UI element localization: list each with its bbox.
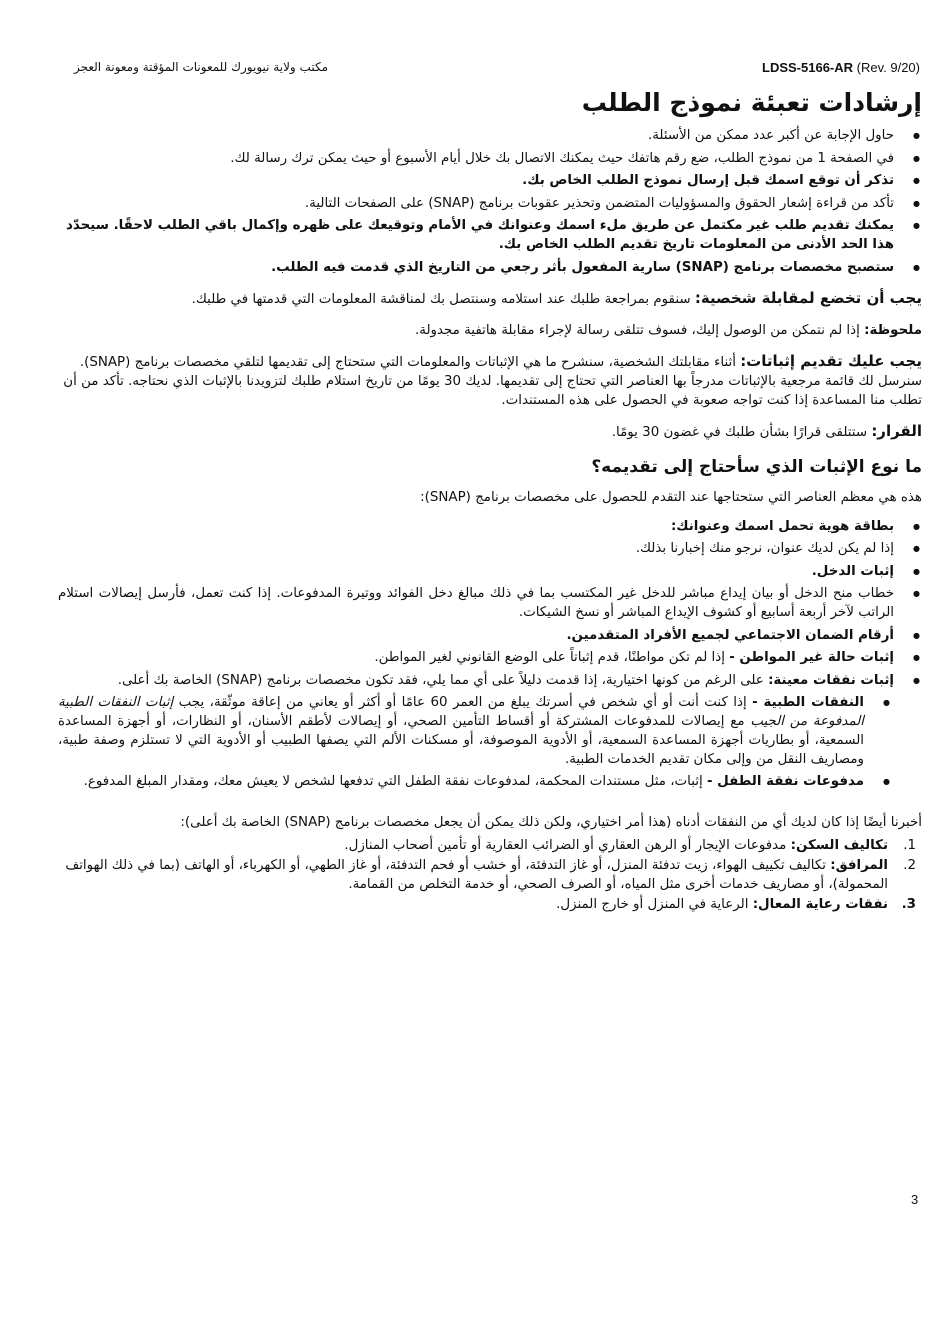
optional-num: 3. [901,897,916,912]
optional-list [58,836,922,914]
interview-paragraph [58,289,922,309]
page-title: إرشادات تعبئة نموذج الطلب [581,88,922,117]
optional-text: تكاليف تكييف الهواء، زيت تدفئة المنزل، أو غاز التدفئة، أو خشب أو فحم التدفئة، أو غاز الطهي، أو الكهرباء، أو الهاتف (بما في ذلك الهواتف المحمولة)، أو مصاريف خدمات أخرى مثل المياه، أو الصرف الصحي، أو خدمة التخلص من القمامة. [65,858,888,892]
proof-heading: ما نوع الإثبات الذي سأحتاج إلى تقديمه؟ [591,456,922,477]
interview-label: يجب أن تخضع لمقابلة شخصية: [694,288,922,307]
optional-num: 1. [903,838,916,853]
form-code: LDSS-5166-AR [762,60,854,75]
interview-text: سنقوم بمراجعة طلبك عند استلامه وسنتصل بك لمناقشة المعلومات التي قدمتها في طلبك. [191,291,695,307]
optional-text: مدفوعات الإيجار أو الرهن العقاري أو الضرائب العقارية أو تأمين أصحاب المنازل. [344,838,791,853]
instruction-item: ● حاول الإجابة عن أكبر عدد ممكن من الأسئلة. [58,126,894,145]
proof-item: ● إثبات الدخل. [58,562,894,581]
optional-item [58,856,916,894]
optional-label: المرافق: [830,858,888,873]
medical-text-2: مع إيصالات للمدفوعات المشتركة أو أقساط التأمين الصحي، أو إيصالات لأطقم الأسنان، أو النظارات، أو أجهزة المساعدة السمعية، أو بطاريات أجهزة المساعدة السمعية، أو الأدوية الموصوفة، أو مسكنات الألم التي يصفها الطبيب أو الأدوية التي لا تستلزم وصفة طبية، ومصاريف النقل من وإلى مكان تقديم الخدمات الطبية. [58,713,864,767]
noncitizen-text: إذا لم تكن مواطنًا، قدم إثباتاً على الوضع القانوني لغير المواطن. [374,650,730,665]
medical-italic: إثبات النفقات الطبية المدفوعة من الجيب [58,694,864,729]
instruction-item: ● يمكنك تقديم طلب غير مكتمل عن طريق ملء اسمك وعنوانك في الأمام وتوقيعك على ظهره وإكمال باقي الطلب لاحقًا. سيحدّد هذا الحد الأدنى من المعلومات تاريخ تقديم الطلب الخاص بك. [58,216,894,254]
medical-expenses-item [58,693,864,769]
proof-list [58,517,922,792]
instructions-list [58,126,922,277]
optional-num: 2. [903,858,916,873]
proofs-paragraph [58,352,922,410]
instruction-item: ● تأكد من قراءة إشعار الحقوق والمسؤوليات المتضمن وتحذير عقوبات برنامج (SNAP) على الصفحات التالية. [58,194,894,213]
proof-item [58,648,894,667]
optional-label: نفقات رعاية المعال: [752,897,888,912]
expenses-sublist [58,693,894,792]
decision-label: القرار: [871,421,922,440]
note-paragraph [58,321,922,340]
medical-text: إذا كنت أنت أو أي شخص في أسرتك يبلغ من العمر 60 عامًا أو أكثر أو يعاني من إعاقة موثّقة، يجب [173,694,753,710]
page-content [58,86,922,915]
instruction-item: ● ستصبح مخصصات برنامج (SNAP) سارية المفعول بأثر رجعي من التاريخ الذي قدمت فيه الطلب. [58,258,894,277]
decision-text: ستتلقى قرارًا بشأن طلبك في غضون 30 يومًا. [611,424,872,440]
proof-intro: هذه هي معظم العناصر التي ستحتاجها عند التقدم للحصول على مخصصات برنامج (SNAP): [420,489,922,505]
proofs-label: يجب عليك تقديم إثباتات: [740,351,922,370]
note-text: إذا لم نتمكن من الوصول إليك، فسوف تتلقى رسالة لإجراء مقابلة هاتفية مجدولة. [415,322,865,338]
note-label: ملحوظة: [864,322,922,338]
expenses-text: على الرغم من كونها اختيارية، إذا قدمت دليلاً على أي مما يلي، فقد تكون مخصصات برنامج (SNAP) الخاصة بك أعلى. [117,672,769,688]
form-revision: (Rev. 9/20) [856,60,920,75]
proof-item: ● إذا لم يكن لديك عنوان، نرجو منك إخبارنا بذلك. [58,539,894,558]
medical-label: النفقات الطبية - [752,694,864,710]
optional-item [58,895,916,914]
optional-text: الرعاية في المنزل أو خارج المنزل. [556,897,753,912]
page-number: 3 [911,1192,919,1207]
proof-item: ● بطاقة هوية تحمل اسمك وعنوانك: [58,517,894,536]
decision-paragraph [58,422,922,442]
proofs-text: أثناء مقابلتك الشخصية، سنشرح ما هي الإثباتات والمعلومات التي ستحتاج إلى تقديمها لتلقي مخصصات برنامج (SNAP). سنرسل لك قائمة مرجعية بالإثباتات مدرجاً بها العناصر التي تحتاج إلى تقديمها. لديك 30 يومًا من تاريخ استلام طلبك لتزويدنا بالإثبات الذي نحتاجه. تأكد من أن تطلب منا المساعدة إذا كنت تواجه صعوبة في الحصول على هذه المستندات. [63,354,922,408]
proof-item [58,671,894,792]
form-code-header [762,60,920,75]
optional-item [58,836,916,855]
optional-intro: أخبرنا أيضًا إذا كان لديك أي من النفقات أدناه (هذا أمر اختياري، ولكن ذلك يمكن أن يجعل مخصصات برنامج (SNAP) الخاصة بك أعلى): [180,815,922,830]
optional-label: تكاليف السكن: [790,838,888,853]
childcare-text: إثبات، مثل مستندات المحكمة، لمدفوعات نفقة الطفل التي تدفعها لشخص لا يعيش معك، ومقدار المبلغ المدفوع. [83,774,707,789]
proof-item: ● خطاب منح الدخل أو بيان إيداع مباشر للدخل غير المكتسب بما في ذلك مبالغ دخل الفوائد ووتيرة المدفوعات. إذا كنت تعمل، فأرسل إيصالات استلام الراتب لآخر أربعة أسابيع أو كشوف الإيداع المباشر أو نسخ الشيكات. [58,584,894,622]
expenses-label: إثبات نفقات معينة: [768,672,894,688]
instruction-item: ● في الصفحة 1 من نموذج الطلب، ضع رقم هاتفك حيث يمكنك الاتصال بك خلال أيام الأسبوع أو حيث يمكن ترك رسالة لك. [58,149,894,168]
child-support-item [58,772,864,791]
instruction-item: ● تذكر أن توقع اسمك قبل إرسال نموذج الطلب الخاص بك. [58,171,894,190]
childcare-label: مدفوعات نفقة الطفل - [706,774,864,789]
agency-name: مكتب ولاية نيويورك للمعونات المؤقتة ومعونة العجز [73,60,328,74]
proof-item: ● أرقام الضمان الاجتماعي لجميع الأفراد المتقدمين. [58,626,894,645]
noncitizen-label: إثبات حالة غير المواطن - [729,650,894,665]
